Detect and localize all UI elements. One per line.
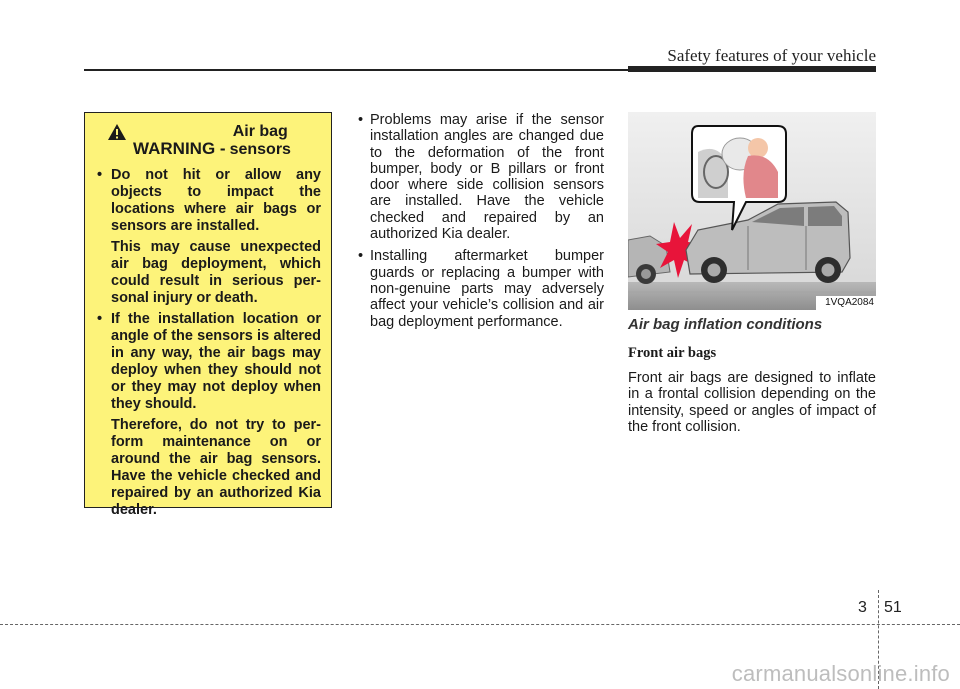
body-paragraph: Front air bags are designed to inflate in a frontal collision depending on the intensity, speed or angles of impact of the front collision.: [628, 370, 876, 435]
subheading: Front air bags: [628, 345, 717, 361]
warning-subject-line1: Air bag: [232, 123, 288, 140]
chapter-number: 3: [858, 599, 867, 616]
crash-scene-image: [628, 112, 876, 310]
warning-label: WARNING -: [133, 139, 226, 158]
warning-box: [84, 112, 332, 518]
watermark-link[interactable]: carmanualsonline.info: [731, 661, 950, 686]
header-title: Safety features of your vehicle: [667, 46, 876, 65]
collision-illustration: [628, 112, 876, 310]
middle-bullet: • Installing aftermarket bumper guards or replacing a bumper with non-genuine parts may adversely affect your vehicle’s collision and air bag deployment performance.: [356, 248, 604, 329]
section-title: Air bag inflation conditions: [628, 316, 823, 333]
warning-paragraph: This may cause unexpected air bag deployment, which could result in serious per-sonal injury or death.: [111, 239, 321, 306]
warning-bullet: [97, 311, 321, 519]
warning-title: [97, 123, 321, 159]
warning-paragraph: • If the installation location or angle of the sensors is altered in any way, the air bags may deploy when they should not or they may not deploy when they should.: [111, 311, 321, 412]
warning-paragraph: • Do not hit or allow any objects to impact the locations where air bags or sensors are installed.: [111, 167, 321, 234]
page-number: 51: [884, 599, 902, 616]
right-column: [628, 316, 876, 435]
warning-subject: [230, 123, 291, 159]
warning-subject-line2: sensors: [229, 141, 291, 158]
middle-column: [356, 112, 604, 336]
header-tab-bar: [628, 66, 876, 72]
warning-triangle-icon: [107, 123, 127, 141]
figure-code: 1VQA2084: [825, 297, 874, 308]
middle-bullet: • Problems may arise if the sensor installation angles are changed due to the deformation of the front bumper, body or B pillars or front door where side collision sensors are installed. Have the vehicle checked and repaired by an authorized Kia dealer.: [356, 112, 604, 242]
warning-bullet: [97, 167, 321, 307]
warning-paragraph: Therefore, do not try to per-form maintenance on or around the air bag sensors. Have the vehicle checked and repaired by an authorized Kia dealer.: [111, 417, 321, 518]
footer-rule: [0, 624, 960, 625]
